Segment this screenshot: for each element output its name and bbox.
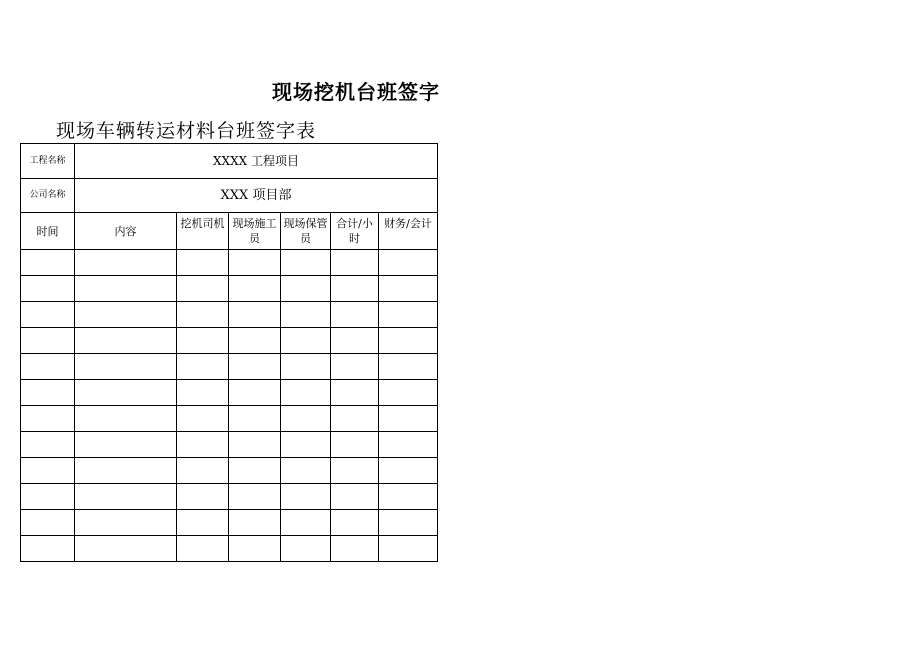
table-cell[interactable] (331, 432, 379, 458)
table-cell[interactable] (379, 510, 438, 536)
table-cell[interactable] (177, 380, 229, 406)
table-cell[interactable] (177, 406, 229, 432)
form-title: 现场车辆转运材料台班签字表 (56, 120, 317, 142)
table-cell[interactable] (75, 354, 177, 380)
table-cell[interactable] (177, 276, 229, 302)
header-site-constructor: 现场施工员 (229, 213, 281, 250)
table-cell[interactable] (379, 536, 438, 562)
table-cell[interactable] (281, 302, 331, 328)
table-cell[interactable] (21, 380, 75, 406)
project-row (21, 144, 438, 179)
table-cell[interactable] (75, 328, 177, 354)
table-cell[interactable] (331, 406, 379, 432)
table-row (21, 302, 438, 328)
table-cell[interactable] (379, 328, 438, 354)
table-cell[interactable] (379, 484, 438, 510)
table-cell[interactable] (331, 250, 379, 276)
table-cell[interactable] (379, 406, 438, 432)
table-cell[interactable] (379, 276, 438, 302)
table-row (21, 276, 438, 302)
table-cell[interactable] (379, 354, 438, 380)
table-cell[interactable] (281, 276, 331, 302)
company-row (21, 179, 438, 213)
header-excavator-driver: 挖机司机 (177, 213, 229, 250)
table-cell[interactable] (21, 328, 75, 354)
table-cell[interactable] (75, 536, 177, 562)
table-cell[interactable] (177, 302, 229, 328)
table-cell[interactable] (229, 406, 281, 432)
table-cell[interactable] (229, 250, 281, 276)
table-cell[interactable] (281, 380, 331, 406)
signature-table (20, 143, 438, 562)
table-cell[interactable] (75, 276, 177, 302)
table-cell[interactable] (281, 354, 331, 380)
table-cell[interactable] (331, 510, 379, 536)
project-name-value: XXXX 工程项目 (75, 144, 438, 179)
header-content: 内容 (75, 213, 177, 250)
table-cell[interactable] (177, 510, 229, 536)
company-name-value: XXX 项目部 (75, 179, 438, 213)
table-row (21, 328, 438, 354)
table-cell[interactable] (331, 380, 379, 406)
table-cell[interactable] (281, 432, 331, 458)
table-cell[interactable] (21, 302, 75, 328)
table-cell[interactable] (21, 432, 75, 458)
table-cell[interactable] (331, 302, 379, 328)
table-cell[interactable] (177, 432, 229, 458)
table-row (21, 354, 438, 380)
table-row (21, 510, 438, 536)
table-cell[interactable] (281, 406, 331, 432)
table-cell[interactable] (229, 328, 281, 354)
company-name-label: 公司名称 (21, 179, 75, 213)
table-cell[interactable] (177, 328, 229, 354)
table-cell[interactable] (75, 458, 177, 484)
table-cell[interactable] (331, 458, 379, 484)
table-cell[interactable] (379, 432, 438, 458)
table-cell[interactable] (281, 510, 331, 536)
table-cell[interactable] (75, 510, 177, 536)
table-cell[interactable] (21, 536, 75, 562)
table-cell[interactable] (21, 406, 75, 432)
table-cell[interactable] (21, 354, 75, 380)
table-cell[interactable] (75, 380, 177, 406)
table-row (21, 432, 438, 458)
table-cell[interactable] (229, 302, 281, 328)
table-cell[interactable] (281, 458, 331, 484)
table-row (21, 536, 438, 562)
table-row (21, 458, 438, 484)
header-site-keeper: 现场保管员 (281, 213, 331, 250)
table-cell[interactable] (177, 250, 229, 276)
document-title-text: 现场挖机台班签字 (272, 80, 440, 104)
table-cell[interactable] (331, 536, 379, 562)
header-total-hours: 合计/小时 (331, 213, 379, 250)
table-row (21, 250, 438, 276)
table-cell[interactable] (229, 380, 281, 406)
table-row (21, 380, 438, 406)
table-cell[interactable] (281, 536, 331, 562)
table-cell[interactable] (21, 510, 75, 536)
table-cell[interactable] (281, 250, 331, 276)
table-cell[interactable] (177, 354, 229, 380)
table-cell[interactable] (379, 302, 438, 328)
table-cell[interactable] (331, 354, 379, 380)
table-cell[interactable] (75, 484, 177, 510)
table-cell[interactable] (21, 276, 75, 302)
table-cell[interactable] (21, 484, 75, 510)
table-cell[interactable] (229, 354, 281, 380)
table-cell[interactable] (177, 536, 229, 562)
table-row (21, 484, 438, 510)
table-cell[interactable] (281, 328, 331, 354)
header-finance: 财务/会计 (379, 213, 438, 250)
table-cell[interactable] (75, 406, 177, 432)
table-row (21, 406, 438, 432)
table-cell[interactable] (21, 458, 75, 484)
table-cell[interactable] (75, 432, 177, 458)
table-cell[interactable] (379, 250, 438, 276)
header-time: 时间 (21, 213, 75, 250)
table-cell[interactable] (331, 328, 379, 354)
table-cell[interactable] (229, 510, 281, 536)
table-cell[interactable] (229, 484, 281, 510)
table-cell[interactable] (281, 484, 331, 510)
table-cell[interactable] (331, 484, 379, 510)
table-cell[interactable] (229, 432, 281, 458)
header-row (21, 213, 438, 250)
table-cell[interactable] (331, 276, 379, 302)
table-cell[interactable] (177, 458, 229, 484)
table-cell[interactable] (177, 484, 229, 510)
table-cell[interactable] (229, 458, 281, 484)
table-cell[interactable] (379, 458, 438, 484)
table-cell[interactable] (379, 380, 438, 406)
project-name-label: 工程名称 (21, 144, 75, 179)
table-cell[interactable] (75, 302, 177, 328)
table-cell[interactable] (21, 250, 75, 276)
table-cell[interactable] (229, 536, 281, 562)
table-cell[interactable] (229, 276, 281, 302)
table-cell[interactable] (75, 250, 177, 276)
